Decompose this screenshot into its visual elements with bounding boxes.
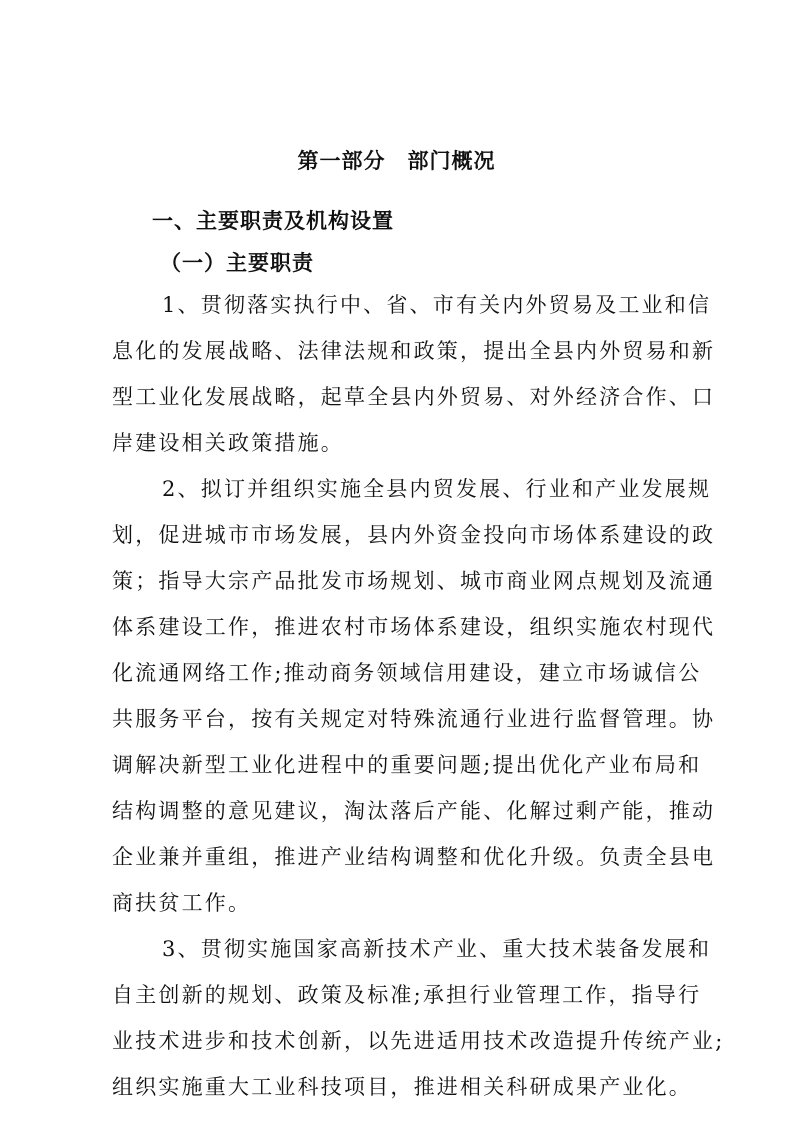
paragraph-line: 自主创新的规划、政策及标准;承担行业管理工作，指导行 bbox=[112, 983, 702, 1007]
paragraph-line: 共服务平台，按有关规定对特殊流通行业进行监督管理。协 bbox=[112, 707, 716, 731]
paragraph-line: 化流通网络工作;推动商务领域信用建设，建立市场诚信公 bbox=[112, 661, 702, 685]
paragraph-line: 1、贯彻落实执行中、省、市有关内外贸易及工业和信 bbox=[162, 293, 712, 317]
paragraph-line: 岸建设相关政策措施。 bbox=[112, 431, 344, 455]
paragraph-line: 调解决新型工业化进程中的重要问题;提出优化产业布局和 bbox=[112, 753, 702, 777]
paragraph-line: 体系建设工作，推进农村市场体系建设，组织实施农村现代 bbox=[112, 615, 716, 639]
paragraph-line: 商扶贫工作。 bbox=[112, 891, 252, 915]
paragraph-line: 结构调整的意见建议，淘汰落后产能、化解过剩产能，推动 bbox=[112, 799, 716, 823]
paragraph-line: 企业兼并重组，推进产业结构调整和优化升级。负责全县电 bbox=[112, 845, 716, 869]
paragraph-line: 组织实施重大工业科技项目，推进相关科研成果产业化。 bbox=[112, 1075, 692, 1099]
paragraph-line: 型工业化发展战略，起草全县内外贸易、对外经济合作、口 bbox=[112, 385, 716, 409]
paragraph-line: 2、拟订并组织实施全县内贸发展、行业和产业发展规 bbox=[162, 477, 712, 501]
paragraph-line: 息化的发展战略、法律法规和政策，提出全县内外贸易和新 bbox=[112, 339, 716, 363]
paragraph-line: 划，促进城市市场发展，县内外资金投向市场体系建设的政 bbox=[112, 523, 716, 547]
subsection-heading: （一）主要职责 bbox=[160, 251, 314, 275]
paragraph-line: 业技术进步和技术创新，以先进适用技术改造提升传统产业; bbox=[112, 1029, 725, 1053]
page-title: 第一部分 部门概况 bbox=[297, 149, 496, 173]
section-heading: 一、主要职责及机构设置 bbox=[152, 209, 394, 233]
paragraph-line: 策；指导大宗产品批发市场规划、城市商业网点规划及流通 bbox=[112, 569, 716, 593]
paragraph-line: 3、贯彻实施国家高新技术产业、重大技术装备发展和 bbox=[162, 937, 712, 961]
